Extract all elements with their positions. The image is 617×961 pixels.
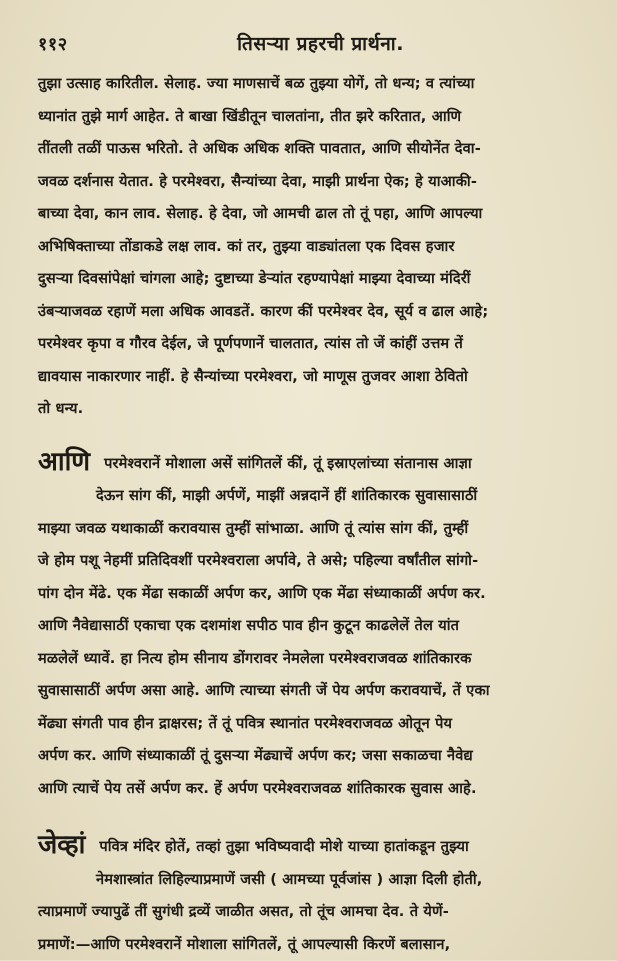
page-title: तिसऱ्या प्रहरची प्रार्थना. [237, 30, 404, 56]
text-line: तुझा उत्साह कारितील. सेलाह. ज्या माणसाचें बळ तुझ्या योगें, तो धन्य; व त्यांच्या [38, 68, 583, 101]
text-line: प्रमाणें:—आणि परमेश्वरानें मोशाला सांगितलें, तूं आपल्यासी किरणें बलासान, [38, 929, 583, 961]
text-line: जवळ दर्शनास येतात. हे परमेश्वरा, सैन्यांच्या देवा, माझी प्रार्थना ऐक; हे याआकी- [38, 166, 583, 199]
text-line: सुवासासाठीं अर्पण असा आहे. आणि त्याच्या संगती जें पेय अर्पण करावयाचें, तें एका [38, 675, 583, 708]
text-line: पांग दोन मेंढे. एक मेंढा सकाळीं अर्पण कर, आणि एक मेंढा संध्याकाळीं अर्पण कर. [38, 578, 583, 611]
text-line: अर्पण कर. आणि संध्याकाळीं तूं दुसऱ्या मेंढ्याचें अर्पण कर; जसा सकाळचा नैवेद्य [38, 740, 583, 773]
text-line-second: देऊन सांग कीं, माझी अर्पणें, माझीं अन्नदानें हीं शांतिकारक सुवासासाठीं [38, 480, 583, 513]
text-line: तींतली तळीं पाऊस भरितो. ते अधिक अधिक शक्ति पावतात, आणि सीयोनेंत देवा- [38, 133, 583, 166]
text-line-first [38, 829, 583, 864]
first-line-text: पवित्र मंदिर होतें, तव्हां तुझा भविष्यवादी मोशे याच्या हातांकडून तुझ्या [99, 838, 469, 855]
text-line: द्यावयास नाकारणार नाहीं. हे सैन्यांच्या परमेश्वरा, जो माणूस तुजवर आशा ठेवितो [38, 361, 583, 394]
text-line: अभिषिक्ताच्या तोंडाकडे लक्ष लाव. कां तर, तुझ्या वाड्यांतला एक दिवस हजार [38, 231, 583, 264]
paragraph-1 [38, 68, 583, 426]
text-line: आणि त्याचें पेय तसें अर्पण कर. हें अर्पण परमेश्वराजवळ शांतिकारक सुवास आहे. [38, 773, 583, 806]
text-line: मेंढ्या संगती पाव हीन द्राक्षरस; तें तूं पवित्र स्थानांत परमेश्वराजवळ ओतून पेय [38, 708, 583, 741]
page-header [38, 30, 583, 64]
text-line-first [38, 446, 583, 481]
text-line: मळलेलें ध्यावें. हा नित्य होम सीनाय डोंगरावर नेमलेला परमेश्वराजवळ शांतिकारक [38, 643, 583, 676]
dropcap: जेव्हां [38, 830, 85, 860]
text-line: त्याप्रमाणें ज्यापुढें तीं सुगंधी द्रव्यें जाळीत असत, तो तूंच आमचा देव. ते येणें- [38, 896, 583, 929]
paragraph-2 [38, 446, 583, 806]
text-line: ध्यानांत तुझे मार्ग आहेत. ते बाखा खिंडीतून चालतांना, तीत झरे करितात, आणि [38, 101, 583, 134]
text-line: जे होम पशू नेहमीं प्रतिदिवशीं परमेश्वराला अर्पावे, ते असे; पहिल्या वर्षांतील सांगो- [38, 545, 583, 578]
page-number: ११२ [38, 32, 68, 56]
text-line: उंबऱ्याजवळ रहाणें मला अधिक आवडतें. कारण कीं परमेश्वर देव, सूर्य व ढाल आहे; [38, 296, 583, 329]
text-line: परमेश्वर कृपा व गौरव देईल, जे पूर्णपणानें चालतात, त्यांस तो जें कांहीं उत्तम तें [38, 328, 583, 361]
text-line-second: नेमशास्त्रांत लिहिल्याप्रमाणें जसी ( आमच्या पूर्वजांस ) आज्ञा दिली होती, [38, 864, 583, 897]
first-line-text: परमेश्वरानें मोशाला असें सांगितलें कीं, तूं इस्राएलांच्या संतानास आज्ञा [104, 455, 472, 472]
text-line: आणि नैवेद्यासाठीं एकाचा एक दशमांश सपीठ पाव हीन कुटून काढलेलें तेल यांत [38, 610, 583, 643]
text-line: माझ्या जवळ यथाकाळीं करावयास तुम्हीं सांभाळा. आणि तूं त्यांस सांग कीं, तुम्हीं [38, 513, 583, 546]
text-line: बाच्या देवा, कान लाव. सेलाह. हे देवा, जो आमची ढाल तो तूं पहा, आणि आपल्या [38, 198, 583, 231]
text-line: तो धन्य. [38, 393, 583, 426]
paragraph-3 [38, 829, 583, 961]
dropcap: आणि [38, 447, 90, 477]
text-line: दुसऱ्या दिवसांपेक्षां चांगला आहे; दुष्टाच्या डेऱ्यांत रहण्यापेक्षां माझ्या देवाच्या मंदिरीं [38, 263, 583, 296]
